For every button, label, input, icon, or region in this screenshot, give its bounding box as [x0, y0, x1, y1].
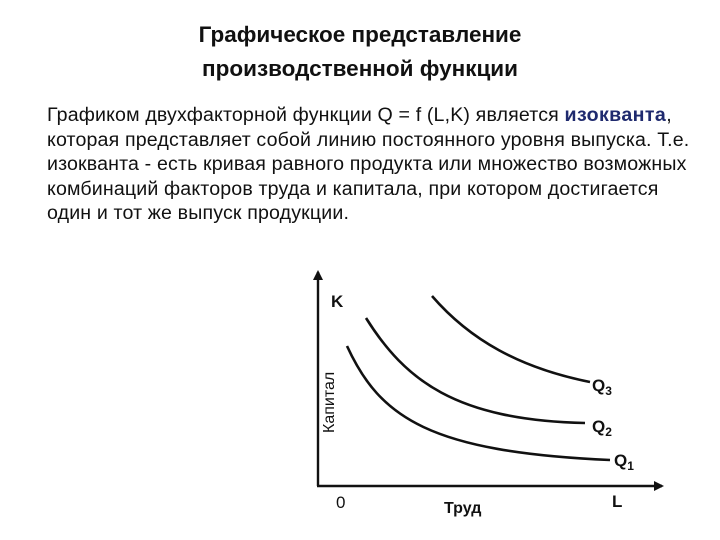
curve-label-q3-sub: 3: [605, 384, 612, 398]
x-axis-symbol: L: [612, 492, 623, 511]
curve-label-q3: [592, 376, 612, 398]
title-line-1: Графическое представление: [198, 22, 522, 47]
title-line-2: производственной функции: [202, 56, 518, 81]
paragraph-text-end: , которая представляет собой линию постоянного уровня выпуска. Т.е. изокванта - есть кривая равного продукта или множество возможных комбинаций факторов труда и капитала, при котором достигается один и тот же выпуск продукции.: [47, 104, 690, 225]
curve-label-q2: [592, 417, 612, 439]
paragraph-text-start: Графиком двухфакторной функции Q = f (L,K) является: [47, 104, 565, 126]
origin-label: 0: [336, 493, 346, 512]
highlighted-term: изокванта: [564, 104, 667, 126]
y-axis-symbol: K: [331, 292, 344, 311]
isoquant-curve-q1: [347, 346, 610, 460]
x-axis-label: Труд: [444, 500, 482, 517]
curve-label-q3-main: Q: [592, 376, 606, 395]
isoquant-curve-q3: [432, 296, 590, 382]
curve-label-q2-sub: 2: [605, 425, 612, 439]
curve-label-q1-main: Q: [614, 451, 628, 470]
isoquant-curve-q2: [366, 318, 585, 423]
curve-label-q2-main: Q: [592, 417, 606, 436]
curve-label-q1-sub: 1: [627, 459, 634, 473]
curve-label-q1: [614, 451, 634, 473]
y-axis-label: Капитал: [321, 371, 338, 433]
